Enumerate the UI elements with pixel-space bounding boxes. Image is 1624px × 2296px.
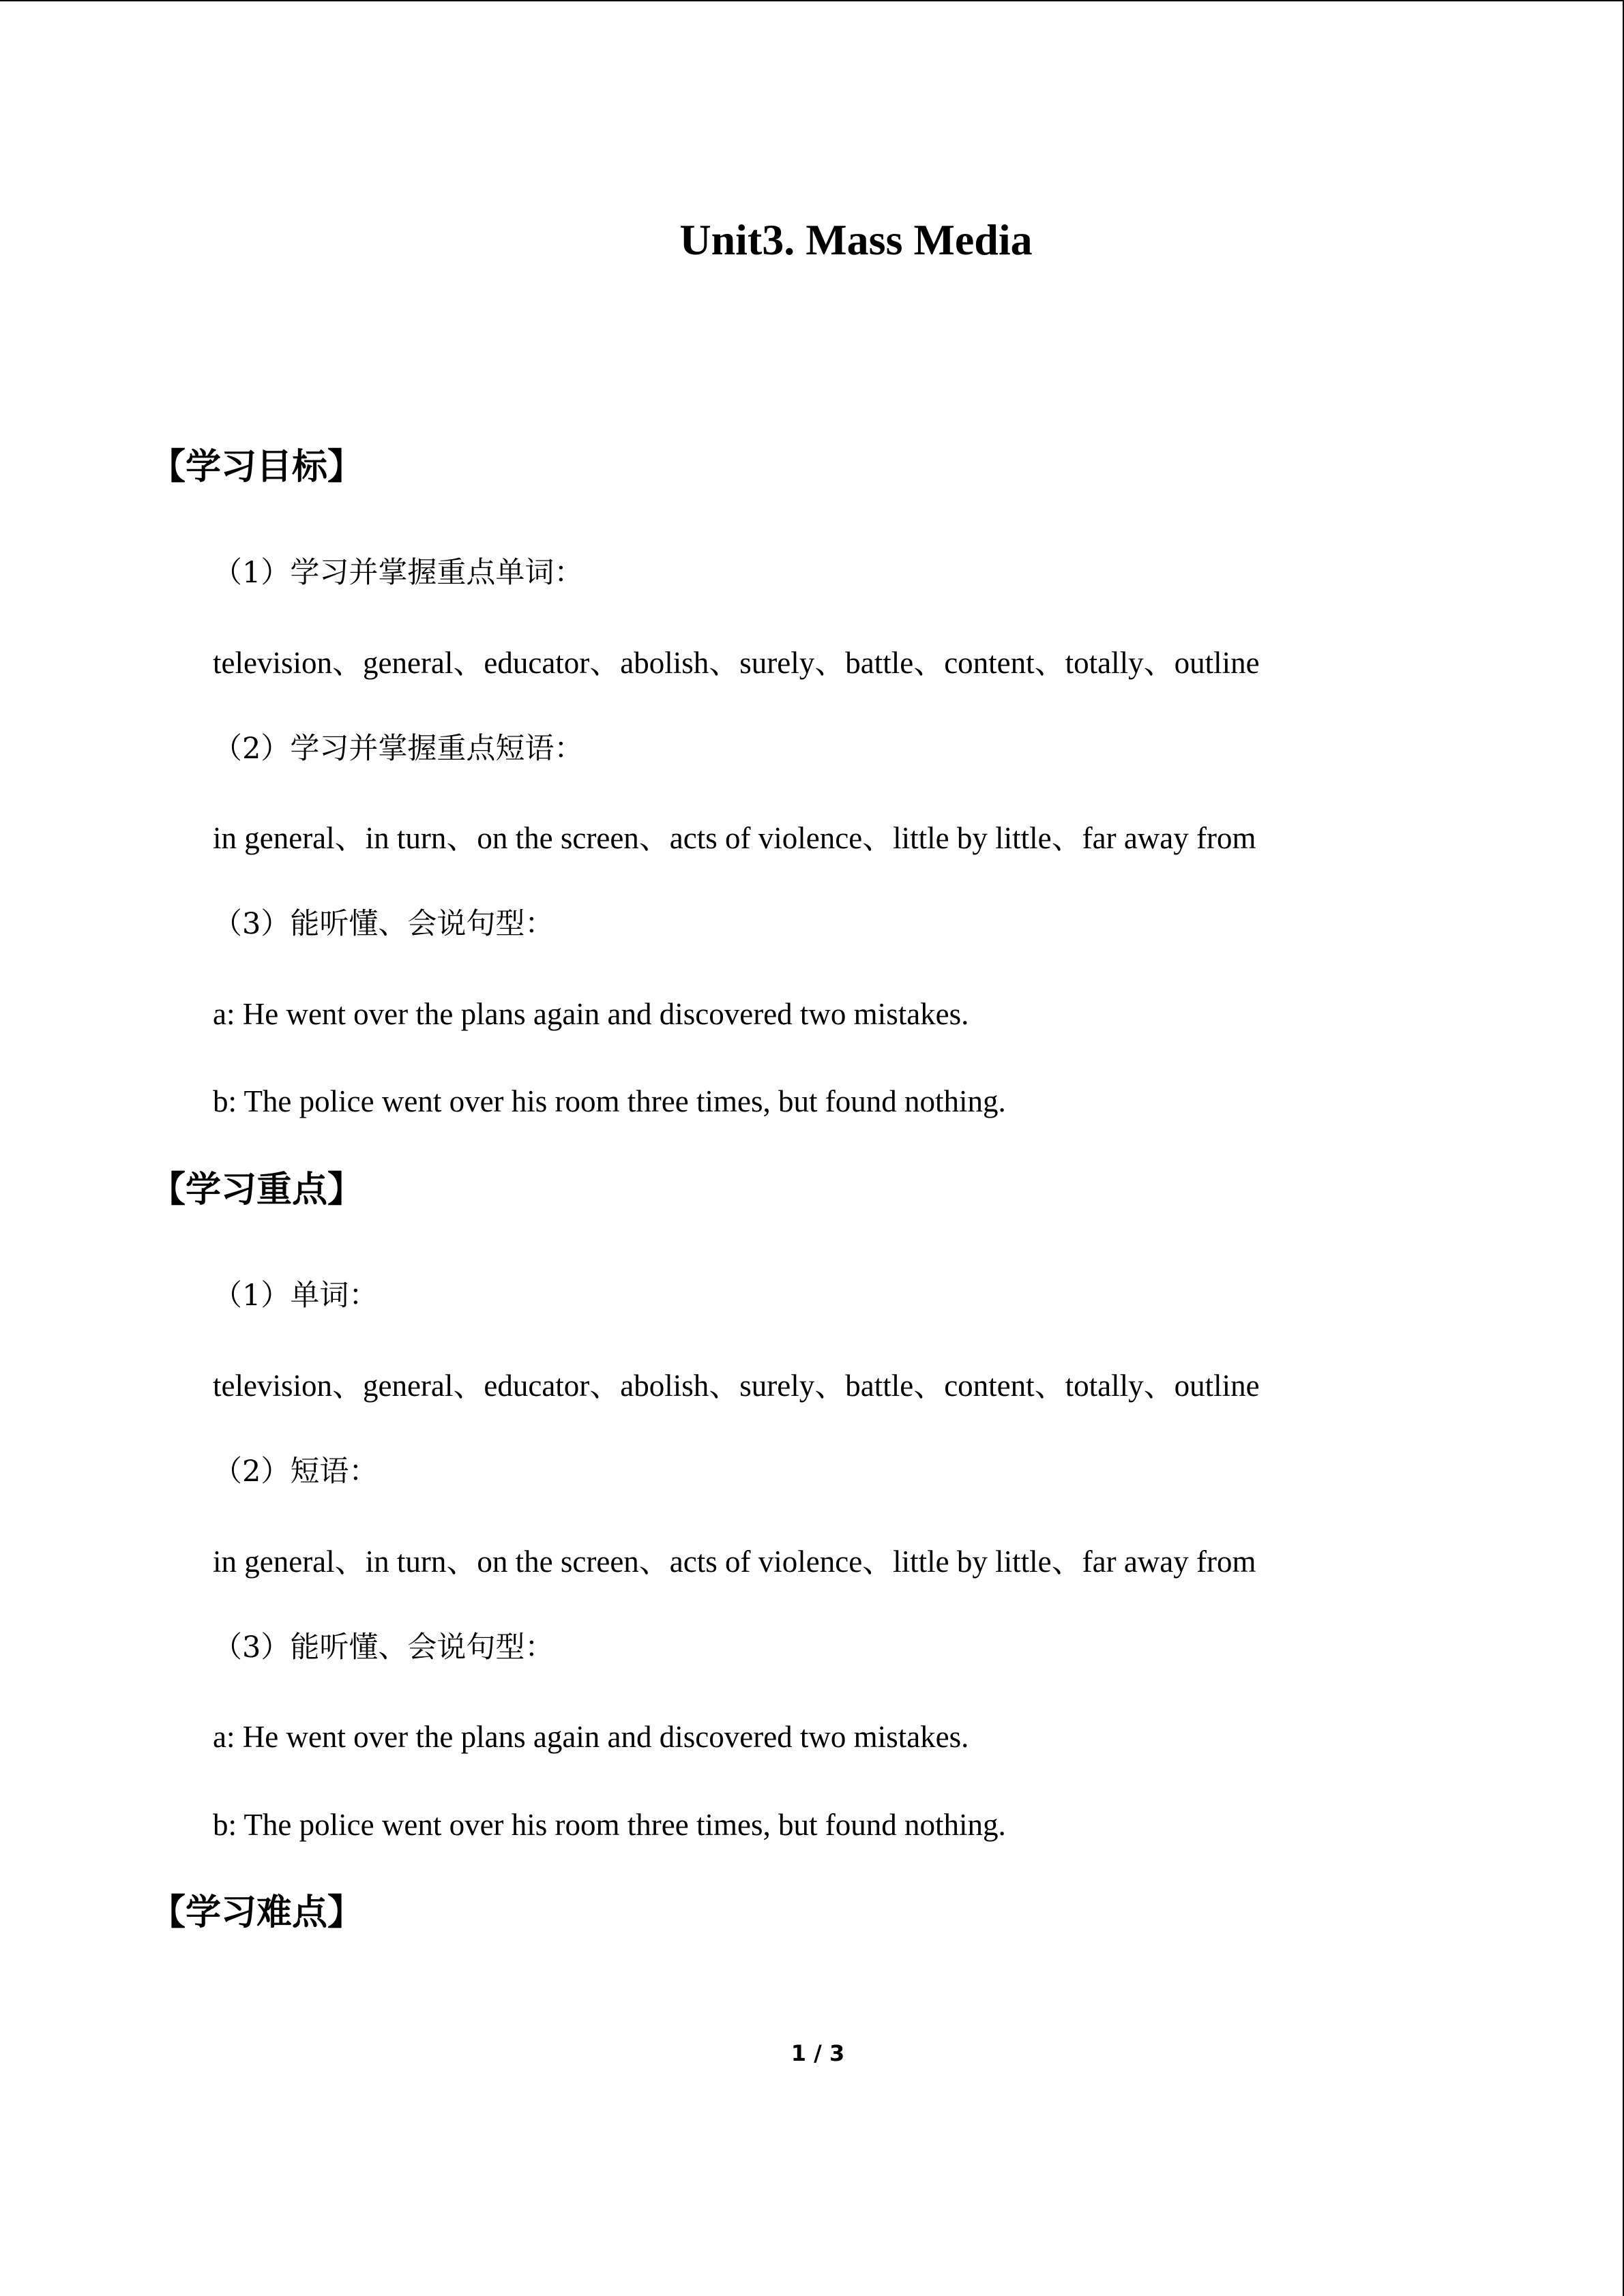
section-heading-objectives: 【学习目标】 bbox=[150, 447, 364, 488]
page-title: Unit3. Mass Media bbox=[679, 215, 1033, 264]
page-number: 1 / 3 bbox=[791, 2040, 845, 2066]
keypoint-1-words: television、general、educator、abolish、surely、battle、content、totally、outline bbox=[213, 1369, 1260, 1403]
keypoint-2-phrases: in general、in turn、on the screen、acts of violence、little by little、far away from bbox=[213, 1545, 1256, 1579]
objective-1-words: television、general、educator、abolish、surely、battle、content、totally、outline bbox=[213, 646, 1260, 680]
keypoint-3-label: （3）能听懂、会说句型： bbox=[213, 1630, 555, 1665]
keypoint-3-sentence-a: a: He went over the plans again and discovered two mistakes. bbox=[213, 1720, 969, 1754]
objective-2-label: （2）学习并掌握重点短语： bbox=[213, 732, 584, 766]
objective-3-sentence-b: b: The police went over his room three times, but found nothing. bbox=[213, 1084, 1006, 1118]
objective-3-label: （3）能听懂、会说句型： bbox=[213, 907, 555, 941]
section-heading-difficulties: 【学习难点】 bbox=[150, 1892, 364, 1933]
keypoint-1-label: （1）单词： bbox=[213, 1279, 379, 1313]
objective-2-phrases: in general、in turn、on the screen、acts of violence、little by little、far away from bbox=[213, 821, 1256, 855]
objective-1-label: （1）学习并掌握重点单词： bbox=[213, 556, 584, 590]
objective-3-sentence-a: a: He went over the plans again and discovered two mistakes. bbox=[213, 997, 969, 1031]
section-heading-key-points: 【学习重点】 bbox=[150, 1169, 364, 1210]
keypoint-3-sentence-b: b: The police went over his room three times, but found nothing. bbox=[213, 1808, 1006, 1842]
keypoint-2-label: （2）短语： bbox=[213, 1455, 379, 1489]
